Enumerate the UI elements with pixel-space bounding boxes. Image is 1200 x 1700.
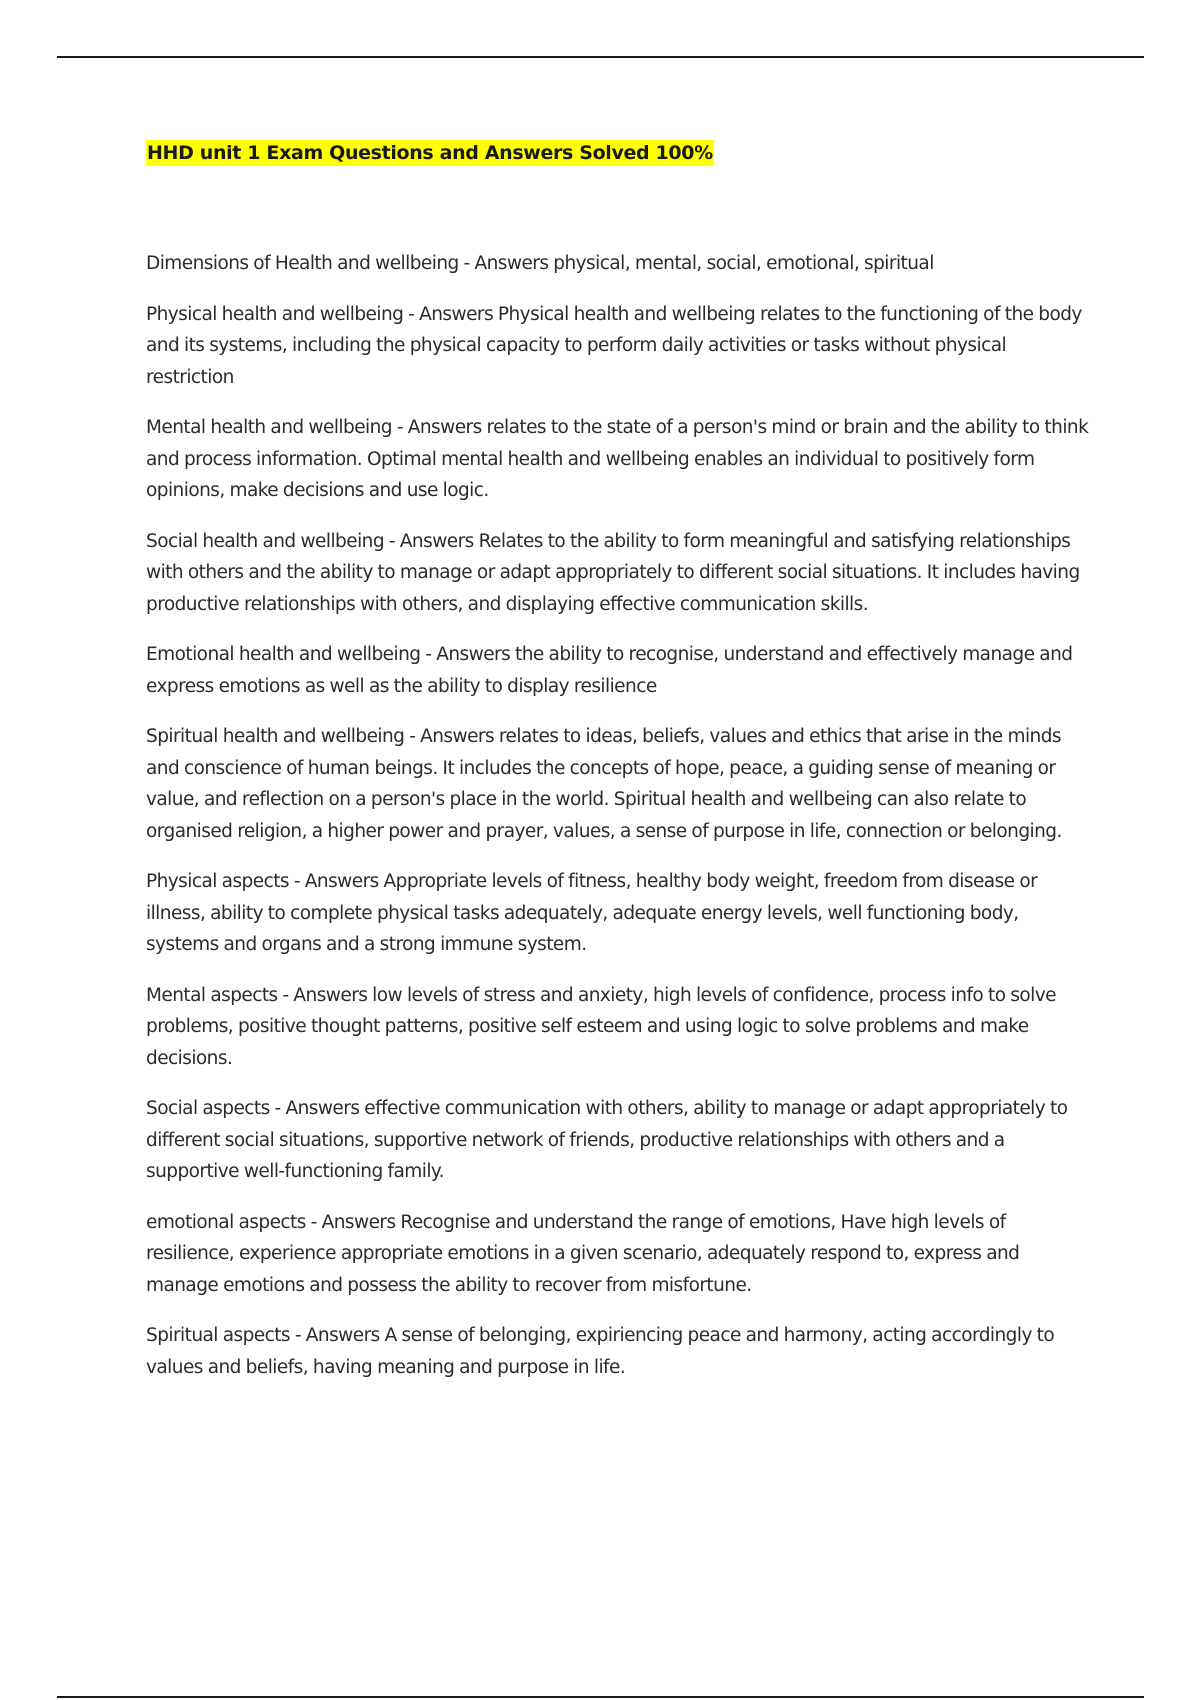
entry-physical-health: Physical health and wellbeing - Answers Physical health and wellbeing relates to the functioning of the body and its systems, including the physical capacity to perform daily activities or tasks without physical restriction: [146, 303, 1082, 388]
entry-mental-aspects: Mental aspects - Answers low levels of stress and anxiety, high levels of confidence, process info to solve problems, positive thought patterns, positive self esteem and using logic to solve problems and make decisions.: [146, 984, 1056, 1069]
header-rule: [57, 56, 1144, 58]
entry-emotional-aspects: emotional aspects - Answers Recognise and understand the range of emotions, Have high levels of resilience, experience appropriate emotions in a given scenario, adequately respond to, express and manage emotions and possess the ability to recover from misfortune.: [146, 1211, 1020, 1296]
footer-rule: [57, 1696, 1144, 1698]
entry-social-health: Social health and wellbeing - Answers Relates to the ability to form meaningful and satisfying relationships with others and the ability to manage or adapt appropriately to different social situations. It includes having productive relationships with others, and displaying effective communication skills.: [146, 530, 1080, 615]
entry-spiritual-health: Spiritual health and wellbeing - Answers relates to ideas, beliefs, values and ethics that arise in the minds and conscience of human beings. It includes the concepts of hope, peace, a guiding sense of meaning or value, and reflection on a person's place in the world. Spiritual health and wellbeing can also relate to organised religion, a higher power and prayer, values, a sense of purpose in life, connection or belonging.: [146, 726, 1062, 842]
entry-physical-aspects: Physical aspects - Answers Appropriate levels of fitness, healthy body weight, freedom from disease or illness, ability to complete physical tasks adequately, adequate energy levels, well functioning body, systems and organs and a strong immune system.: [146, 871, 1038, 955]
entry-dimensions: Dimensions of Health and wellbeing - Answers physical, mental, social, emotional, spiritual: [146, 253, 934, 274]
entry-list: [146, 248, 1096, 1383]
document-body: [146, 140, 1096, 1402]
entry-spiritual-aspects: Spiritual aspects - Answers A sense of belonging, expiriencing peace and harmony, acting accordingly to values and beliefs, having meaning and purpose in life.: [146, 1325, 1055, 1378]
document-title: HHD unit 1 Exam Questions and Answers Solved 100%: [147, 142, 713, 164]
entry-emotional-health: Emotional health and wellbeing - Answers the ability to recognise, understand and effectively manage and express emotions as well as the ability to display resilience: [146, 644, 1073, 697]
entry-mental-health: Mental health and wellbeing - Answers relates to the state of a person's mind or brain and the ability to think and process information. Optimal mental health and wellbeing enables an individual to positively form opinions, make decisions and use logic.: [146, 417, 1089, 501]
entry-social-aspects: Social aspects - Answers effective communication with others, ability to manage or adapt appropriately to different social situations, supportive network of friends, productive relationships with others and a supportive well-functioning family.: [146, 1098, 1068, 1182]
